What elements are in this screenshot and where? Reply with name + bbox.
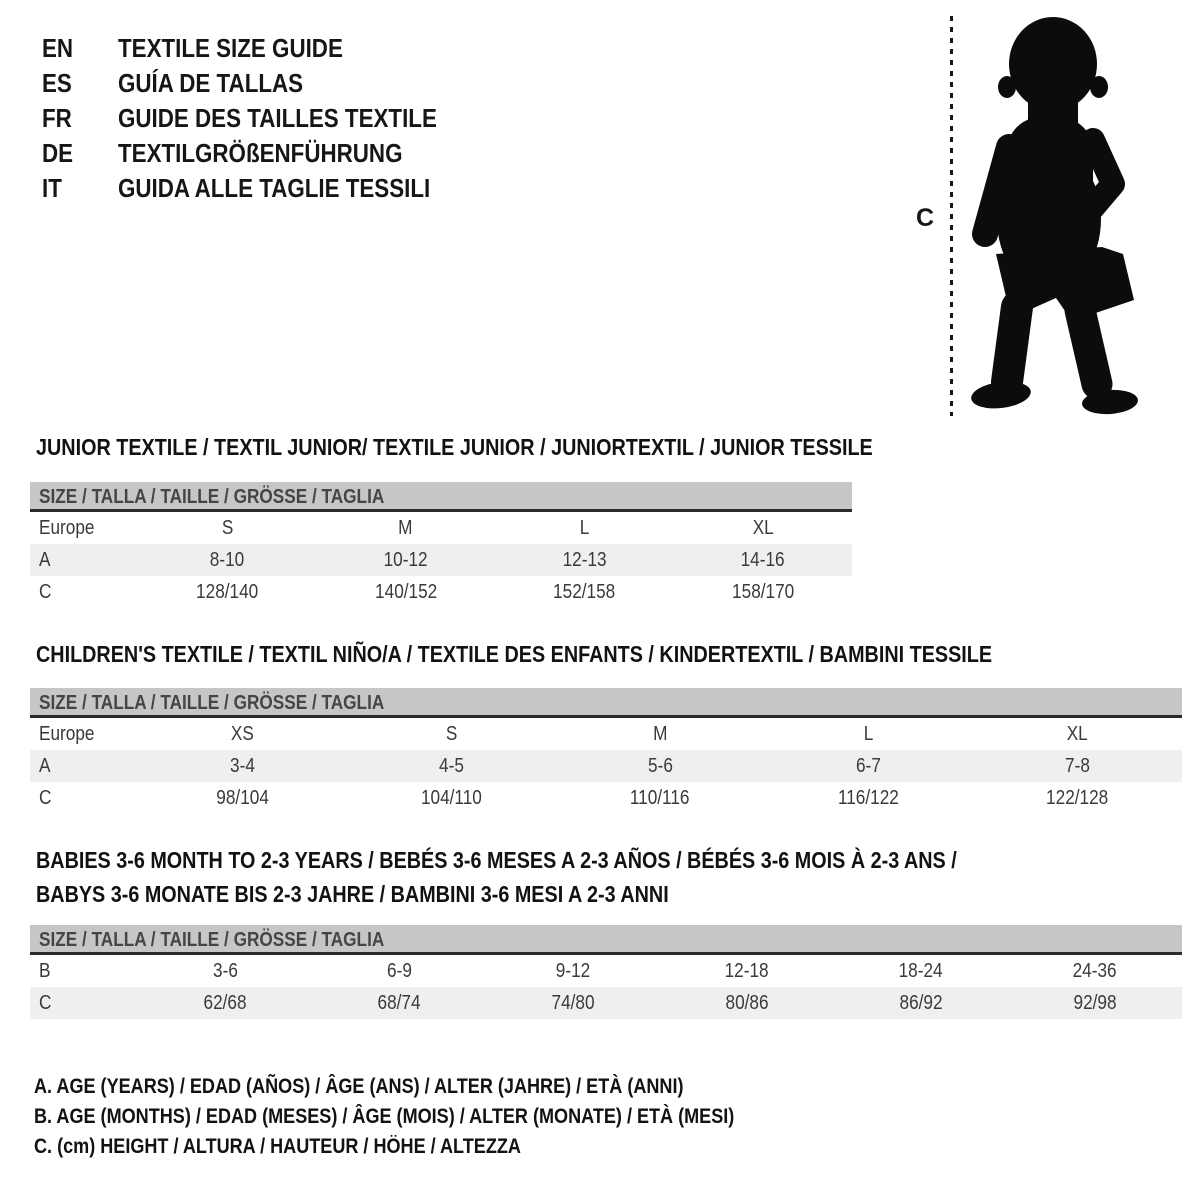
language-code: ES <box>42 68 72 98</box>
value-cell: 24-36 <box>1073 960 1117 982</box>
value-cell: 6-9 <box>386 960 412 982</box>
children-section-title-text: CHILDREN'S TEXTILE / TEXTIL NIÑO/A / TEXTILE DES ENFANTS / KINDERTEXTIL / BAMBINI TESSILE <box>36 641 993 667</box>
size-cell: S <box>445 723 457 745</box>
language-row <box>42 101 489 136</box>
language-row <box>42 136 489 171</box>
value-cell: 7-8 <box>1065 755 1091 777</box>
value-cell: 4-5 <box>438 755 464 777</box>
height-measure-label: C <box>916 204 935 232</box>
value-cell: 62/68 <box>203 992 247 1014</box>
measure-legend <box>34 1072 848 1162</box>
value-cell: 12-18 <box>725 960 769 982</box>
babies-height-row <box>30 987 1182 1019</box>
value-cell: 152/158 <box>553 581 616 603</box>
row-label: C <box>39 992 52 1014</box>
height-measure-dashed-line <box>950 16 953 416</box>
value-cell: 5-6 <box>647 755 673 777</box>
value-cell: 68/74 <box>377 992 421 1014</box>
row-label: C <box>39 581 52 603</box>
language-row <box>42 31 489 66</box>
region-label: Europe <box>39 723 95 745</box>
junior-sizes-row <box>30 512 852 544</box>
value-cell: 158/170 <box>731 581 794 603</box>
children-age-row <box>30 750 1182 782</box>
legend-age-years: A. AGE (YEARS) / EDAD (AÑOS) / ÂGE (ANS) / ALTER (JAHRE) / ETÀ (ANNI) <box>34 1075 684 1098</box>
language-title-list <box>42 31 489 206</box>
guide-title: GUIDA ALLE TAGLIE TESSILI <box>118 173 431 203</box>
size-cell: M <box>398 517 413 539</box>
region-label: Europe <box>39 517 95 539</box>
value-cell: 98/104 <box>216 787 269 809</box>
guide-title: GUIDE DES TAILLES TEXTILE <box>118 103 437 133</box>
junior-section-title <box>36 433 1009 461</box>
guide-title: TEXTILGRÖßENFÜHRUNG <box>118 138 403 168</box>
babies-size-table <box>30 925 1182 1019</box>
value-cell: 140/152 <box>374 581 437 603</box>
value-cell: 110/116 <box>630 787 690 809</box>
row-label: A <box>39 755 51 777</box>
junior-section-title-text: JUNIOR TEXTILE / TEXTIL JUNIOR/ TEXTILE JUNIOR / JUNIORTEXTIL / JUNIOR TESSILE <box>36 434 873 460</box>
size-header-text: SIZE / TALLA / TAILLE / GRÖSSE / TAGLIA <box>39 692 385 714</box>
value-cell: 92/98 <box>1073 992 1117 1014</box>
size-header-text: SIZE / TALLA / TAILLE / GRÖSSE / TAGLIA <box>39 929 385 951</box>
junior-size-table <box>30 482 852 608</box>
value-cell: 14-16 <box>740 549 785 571</box>
junior-age-row <box>30 544 852 576</box>
row-label: B <box>39 960 51 982</box>
row-label: A <box>39 549 51 571</box>
size-cell: XL <box>1067 723 1089 745</box>
size-cell: M <box>652 723 668 745</box>
babies-age-row <box>30 955 1182 987</box>
language-code: EN <box>42 33 74 63</box>
children-table-header <box>30 688 1182 718</box>
value-cell: 74/80 <box>551 992 595 1014</box>
junior-height-row <box>30 576 852 608</box>
language-row <box>42 66 489 101</box>
value-cell: 10-12 <box>383 549 428 571</box>
legend-age-months: B. AGE (MONTHS) / EDAD (MESES) / ÂGE (MOIS) / ALTER (MONATE) / ETÀ (MESI) <box>34 1105 735 1128</box>
value-cell: 3-4 <box>229 755 255 777</box>
value-cell: 6-7 <box>856 755 882 777</box>
value-cell: 128/140 <box>196 581 259 603</box>
value-cell: 12-13 <box>562 549 607 571</box>
babies-table-header <box>30 925 1182 955</box>
value-cell: 18-24 <box>899 960 943 982</box>
junior-table-header <box>30 482 852 512</box>
value-cell: 104/110 <box>420 787 482 809</box>
value-cell: 3-6 <box>212 960 238 982</box>
language-code: IT <box>42 173 62 203</box>
value-cell: 9-12 <box>555 960 591 982</box>
size-cell: XL <box>752 517 774 539</box>
value-cell: 80/86 <box>725 992 769 1014</box>
guide-title: TEXTILE SIZE GUIDE <box>118 33 343 63</box>
legend-height-cm: C. (cm) HEIGHT / ALTURA / HAUTEUR / HÖHE / ALTEZZA <box>34 1135 521 1158</box>
size-cell: L <box>863 723 874 745</box>
babies-section-title <box>36 846 1107 908</box>
size-cell: S <box>221 517 233 539</box>
children-section-title <box>36 640 1148 668</box>
size-cell: L <box>579 517 590 539</box>
language-code: FR <box>42 103 72 133</box>
value-cell: 86/92 <box>899 992 943 1014</box>
guide-title: GUÍA DE TALLAS <box>118 68 304 98</box>
size-cell: XS <box>230 723 254 745</box>
children-size-table <box>30 688 1182 814</box>
value-cell: 8-10 <box>210 549 245 571</box>
row-label: C <box>39 787 52 809</box>
value-cell: 122/128 <box>1046 787 1109 809</box>
size-header-text: SIZE / TALLA / TAILLE / GRÖSSE / TAGLIA <box>39 486 385 508</box>
babies-title-line2: BABYS 3-6 MONATE BIS 2-3 JAHRE / BAMBINI 3-6 MESI A 2-3 ANNI <box>36 881 669 907</box>
babies-title-line1: BABIES 3-6 MONTH TO 2-3 YEARS / BEBÉS 3-6 MESES A 2-3 AÑOS / BÉBÉS 3-6 MOIS À 2-3 ANS / <box>36 847 957 873</box>
toddler-silhouette-image <box>960 14 1150 419</box>
language-row <box>42 171 489 206</box>
children-sizes-row <box>30 718 1182 750</box>
value-cell: 116/122 <box>838 787 900 809</box>
language-code: DE <box>42 138 74 168</box>
children-height-row <box>30 782 1182 814</box>
